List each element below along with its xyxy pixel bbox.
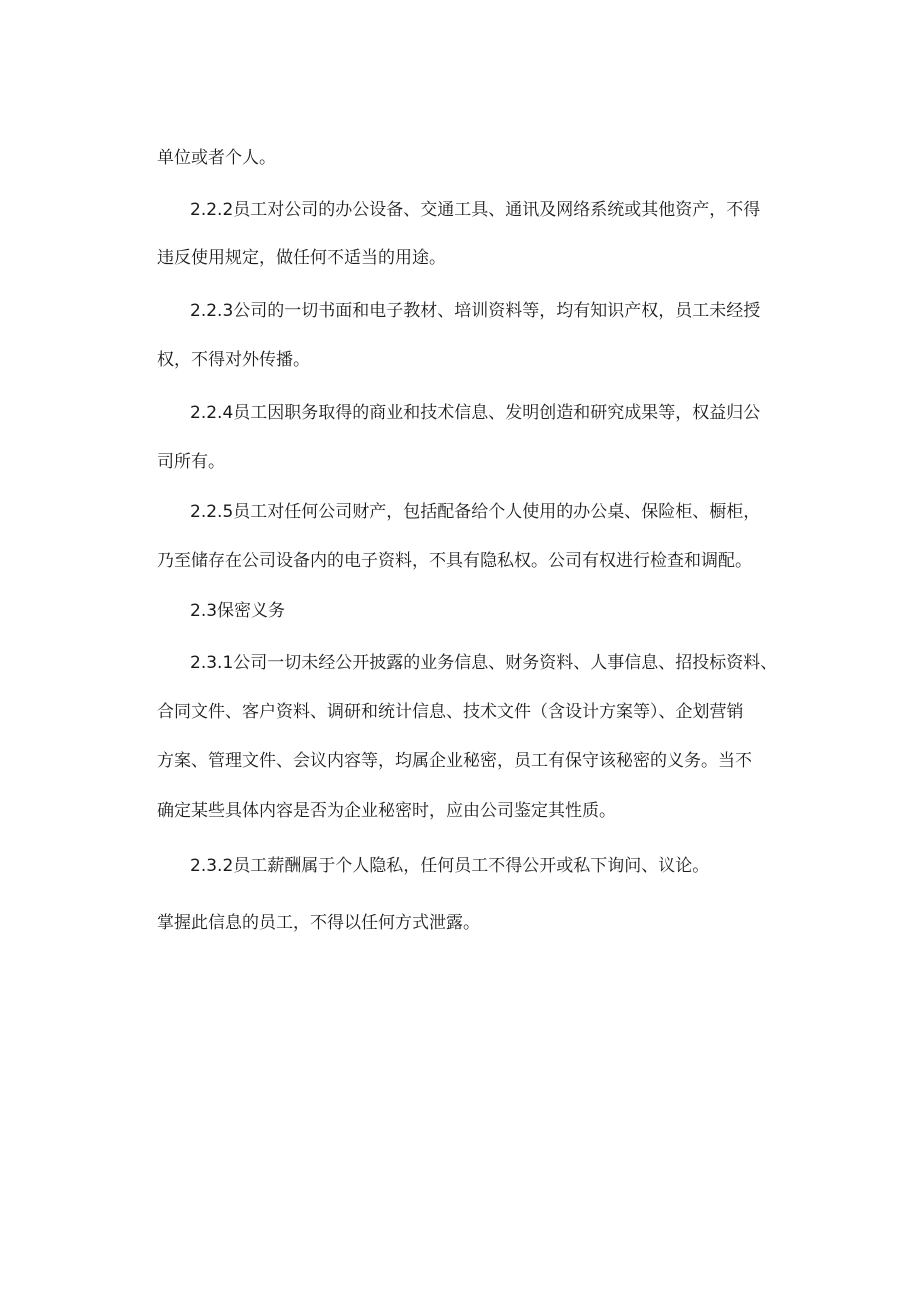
text-line: 单位或者个人。 <box>157 148 276 168</box>
text-line: 2.2.3公司的一切书面和电子教材、培训资料等，均有知识产权，员工未经授 <box>190 301 761 321</box>
text-line: 司所有。 <box>157 452 225 472</box>
text-line: 掌握此信息的员工，不得以任何方式泄露。 <box>157 913 480 933</box>
text-line: 方案、管理文件、会议内容等，均属企业秘密，员工有保守该秘密的义务。当不 <box>157 751 752 771</box>
text-line: 2.3.1公司一切未经公开披露的业务信息、财务资料、人事信息、招投标资料、 <box>190 653 778 673</box>
text-line: 违反使用规定，做任何不适当的用途。 <box>157 248 446 268</box>
text-line: 乃至储存在公司设备内的电子资料，不具有隐私权。公司有权进行检查和调配。 <box>157 551 752 571</box>
text-line: 2.2.5员工对任何公司财产，包括配备给个人使用的办公桌、保险柜、橱柜， <box>190 502 761 522</box>
section-heading: 2.3保密义务 <box>190 601 286 621</box>
text-line: 权，不得对外传播。 <box>157 350 310 370</box>
text-line: 2.3.2员工薪酬属于个人隐私，任何员工不得公开或私下询问、议论。 <box>190 856 710 876</box>
text-line: 2.2.2员工对公司的办公设备、交通工具、通讯及网络系统或其他资产，不得 <box>190 200 761 220</box>
text-line: 合同文件、客户资料、调研和统计信息、技术文件（含设计方案等）、企划营销 <box>157 702 744 722</box>
text-line: 2.2.4员工因职务取得的商业和技术信息、发明创造和研究成果等，权益归公 <box>190 403 761 423</box>
text-line: 确定某些具体内容是否为企业秘密时，应由公司鉴定其性质。 <box>157 801 616 821</box>
